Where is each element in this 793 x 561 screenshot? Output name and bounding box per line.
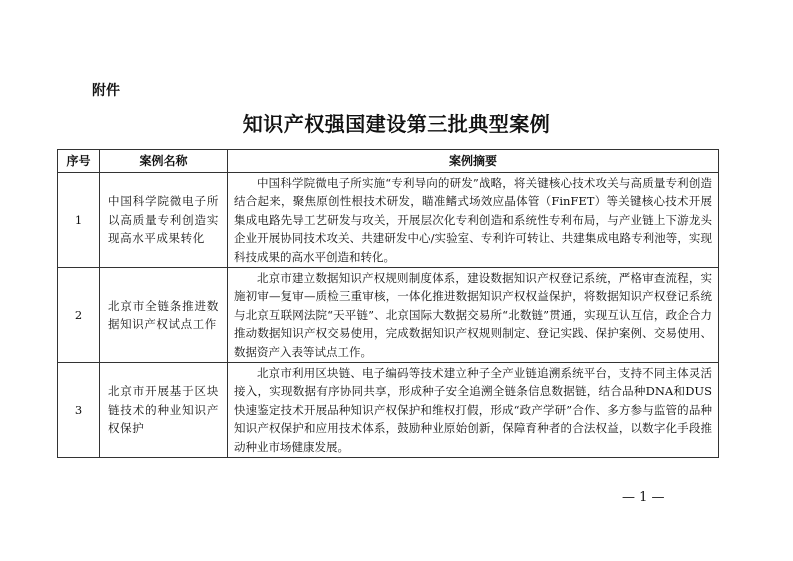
case-name: 中国科学院微电子所以高质量专利创造实现高水平成果转化 [100,173,228,268]
case-number: 1 [58,173,100,268]
case-summary: 中国科学院微电子所实施“专利导向的研发”战略，将关键核心技术攻关与高质量专利创造结合起来，聚焦原创性根技术研发，瞄准鳍式场效应晶体管（FinFET）等关键核心技术开展集成电路先导工艺研发与攻关，开展层次化专利创造和系统性专利布局，与产业链上下游龙头企业开展协同技术攻关、共建研发中心/实验室、专利许可转让、共建集成电路专利池等，实现科技成果的高水平创造和转化。 [228,173,719,268]
case-name: 北京市全链条推进数据知识产权试点工作 [100,268,228,363]
table-row [58,173,719,268]
document-title: 知识产权强国建设第三批典型案例 [242,112,551,136]
cases-table [57,149,719,458]
column-header-no: 序号 [58,150,100,173]
case-summary: 北京市建立数据知识产权规则制度体系，建设数据知识产权登记系统，严格审查流程，实施初审—复审—质检三重审核，一体化推进数据知识产权权益保护，将数据知识产权登记系统与北京互联网法院“天平链”、北京国际大数据交易所“北数链”贯通，实现互认互信，政企合力推动数据知识产权交易使用，完成数据知识产权规则制定、登记实践、保护案例、交易使用、数据资产入表等试点工作。 [228,268,719,363]
case-number: 3 [58,363,100,458]
attachment-label: 附件 [92,83,120,99]
column-header-name: 案例名称 [100,150,228,173]
case-number: 2 [58,268,100,363]
page-number: — 1 — [622,490,665,505]
table-header-row [58,150,719,173]
table-row [58,268,719,363]
column-header-summary: 案例摘要 [228,150,719,173]
case-name: 北京市开展基于区块链技术的种业知识产权保护 [100,363,228,458]
table-row [58,363,719,458]
case-summary: 北京市利用区块链、电子编码等技术建立种子全产业链追溯系统平台，支持不同主体灵活接入，实现数据有序协同共享，形成种子安全追溯全链条信息数据链，结合品种DNA和DUS快速鉴定技术开展品种知识产权保护和维权打假，形成“政产学研”合作、多方参与监管的品种知识产权保护和应用技术体系，鼓励种业原始创新，保障育种者的合法权益，以数字化手段推动种业市场健康发展。 [228,363,719,458]
